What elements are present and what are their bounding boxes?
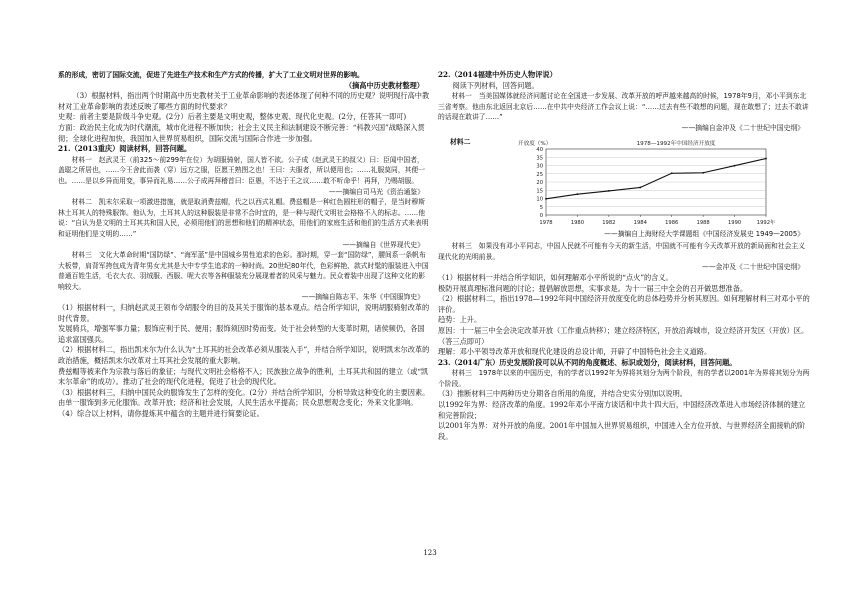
text-line: 材料三 1978年以来的中国历史，有的学者以1992年为界将其划分为两个阶段，有的学者以2001年为界将其划分为两个阶段。 [438, 369, 810, 388]
text-line: （3）根据材料三，归纳中国民众的服饰发生了怎样的变化。(2分）并结合所学知识，分析导致这种变化的主要因素。 [58, 387, 430, 397]
text-line: 材料三 文化大革命时期“国防绿”、“海军蓝”是中国城乡男性追求的色彩。那时期，穿一套“国防绿”，腰间系一条帆布大板带，肩背军挎包成为青年男女尤其是大中专学生追求的一种时尚。20世纪80年代，色彩鲜艳、款式时髦的服装进入中国普通百姓生活，毛衣大衣、羽绒服、西服、呢大衣等各种服装充分展现着者的风采与魅力。民众着装中出现了这种文化的影响较大。 [58, 251, 429, 291]
openness-line-chart [516, 137, 776, 229]
y-tick-label: 30 [536, 163, 543, 170]
text-line: 极防开展真理标准问题的讨论；提倡解放思想，实事求是。为十一届三中全会的召开做思想准备。 [438, 283, 748, 293]
text-line: 费兹帽等被来作为宗教与落后的象征；与现代文明社会格格不入；民族独立战争的胜利，土耳其共和国的建立（或“凯末尔革命”的成功）。推动了社会的现代化进程，促进了社会的现代化。 [58, 366, 429, 387]
x-tick-label: 1988 [696, 219, 710, 226]
text-line: 方面：政治民主化成为时代潮流，城市化进程不断加快；社会主义民主和法制建设不断完善：“科教兴国”战略深入贯彻；全球化进程加快，我国加入世界贸易组织，国际交流与国际合作进一步加强。 [58, 122, 425, 143]
y-tick-label: 25 [536, 171, 543, 178]
text-line: （2）根据材料二，指出1978—1992年间中国经济开放度变化的总体趋势并分析其原因。如何理解材料三对邓小平的评价。 [438, 294, 810, 314]
y-tick-label: 40 [536, 146, 543, 153]
y-tick-label: 20 [536, 179, 543, 186]
data-point [734, 164, 736, 166]
questions-22-23 [438, 241, 810, 442]
y-tick-label: 15 [536, 187, 543, 194]
text-line: （4）综合以上材料，请你提炼其中蕴含的主题并进行简要论证。 [58, 409, 264, 418]
text-line: 23.（2014广东）历史发展阶段可以从不同的角度概述、标识或划分，阅读材料，回答问题。 [438, 357, 737, 367]
text-line: 理解：邓小平领导改革开放和现代化建设的总设计师，开辟了中国特色社会主义道路。 [438, 347, 712, 357]
data-point [608, 190, 610, 192]
text-line: ——金冲及《二十世纪中国史纲》 [702, 263, 804, 272]
text-line: 以2001年为界：对外开放的角度。2001年中国加入世界贸易组织，中国进入全方位开放、与世界经济全面接轨的阶段。 [438, 421, 806, 441]
data-point [639, 186, 641, 188]
text-line: 阅读下列材料，回答问题。 [452, 80, 539, 90]
data-point [671, 172, 673, 174]
material-two-block [438, 137, 810, 240]
x-tick-label: 1978 [539, 219, 553, 226]
data-point [702, 171, 704, 173]
series-line [546, 158, 766, 198]
text-line: ——摘编自陈志平、朱华《中国服饰史》 [301, 293, 424, 302]
text-line: 材料三 如果没有邓小平同志，中国人民就不可能有今天的新生活，中国就不可能有今天改革开放的新局面和社会主义现代化的光明前景。 [438, 242, 806, 261]
x-tick-label: 1982 [602, 219, 616, 226]
question-22-material [438, 70, 810, 134]
y-tick-label: 5 [539, 204, 543, 211]
text-line: 原因：十一届三中全会决定改革开放（工作重点转移）；建立经济特区，开放沿海城市，设立经济开发区（开放）区。（答三点即可） [438, 325, 809, 346]
chart-source: ——摘编自上海财经大学课题组《中国经济发展史 1949—2005》 [604, 229, 804, 238]
x-tick-label: 1990 [727, 219, 742, 226]
text-line: 材料二 凯末尔采取一项激进措施，就是取消费兹帽，代之以西式礼帽。费兹帽是一种红色圆柱形的帽子，是当时穆斯林土耳其人的特殊服饰。他认为，土耳其人的这种服装是非常不合时宜的，是一种与现代文明社会格格不入的标志。……他说：“自认为是文明的土耳其共和国人民，必须用他们的思想和他们的精神状态，用他们的家庭生活和他们的生活方式来表明和证明他们是文明的……” [58, 198, 429, 238]
text-line: （3）根据材料，指出两个时期高中历史教材关于工业革命影响的表述体现了何种不同的历史观？说明现行高中教材对工业革命影响的表述反映了哪些方面的时代要求？ [58, 91, 430, 111]
text-line: （3）推断材料三中两种历史分期各自所用的角度，并结合史实分别加以说明。 [438, 389, 687, 399]
text-line: ——摘编自司马光《资治通鉴》 [328, 187, 424, 196]
text-line: 史观：前者主要是阶级斗争史观。(2分）后者主要是文明史观，整体史观、现代化史观。(2分，任答其一即可) [58, 112, 407, 122]
text-line: 发展骑兵，增强军事力量；服饰应利于民、便用；服饰须因时势而变。处于社会转型的大变革时期，诸侯频仍，各国追求富国强兵。 [58, 324, 425, 344]
x-tick-label: 1980 [570, 219, 585, 226]
x-tick-label: 1992年 [756, 219, 776, 226]
text-line: 22.（2014福建中外历史人物评说） [438, 70, 557, 79]
x-tick-label: 1986 [665, 219, 679, 226]
text-line: ——摘编自《世界现代史》 [342, 240, 424, 249]
text-line: ——摘编自金冲及《二十世纪中国史纲》 [681, 123, 804, 132]
material-two-label: 材料二 [450, 137, 471, 146]
text-line: 趋势：上升。 [438, 315, 482, 325]
page-number: 123 [423, 549, 437, 557]
text-line: 系的形成，密切了国际交流，促进了先进生产技术和生产方式的传播，扩大了工业文明对世界的影响。 [58, 71, 364, 79]
text-line: 21.（2013重庆）阅读材料，回答问题。 [58, 144, 192, 154]
data-point [765, 157, 767, 159]
text-line: 材料一 赵武灵王（前325～前299年在位）为胡服骑射，国人皆不欲。公子成（赵武灵王的叔父）曰：臣闻中国者，盖聪之所居也，……今王舍此而袭（穿）远方之服，臣愿王熟图之也！王曰：夫服者，所以便用也；……礼服莫同，其便一也。……是以乡异而用变，事异而礼易……公子成再拜稽首曰：臣愚，不达于王之议……敢不听命乎！再拜，乃赐胡服。 [58, 155, 426, 185]
y-tick-label: 35 [536, 154, 543, 161]
text-line: （1）根据材料一并结合所学知识，如何理解邓小平所说的“点火”的含义。 [438, 272, 673, 282]
data-point [577, 193, 579, 195]
text-line: 材料一 当美国媒体就经济问题讨论在全国进一步发展、改革开放的呼声越来越高的时候，1978年9月，邓小平到东北三省考察。他由东北返回北京后……在中共中央经济工作会议上说：“……过去有些不敢想的问题，现在敢想了；过去不敢讲的话现在敢讲了……” [438, 92, 809, 122]
text-line: （2）根据材料二，指出凯末尔为什么认为“土耳其的社会改革必须从服装入手”，并结合所学知识，说明凯末尔改革的政治措施，概括凯末尔改革对土耳其社会发展的重大影响。 [58, 345, 430, 366]
y-tick-label: 0 [539, 212, 543, 219]
chart-title: 1978—1992年中国经济开放度 [636, 140, 716, 147]
y-axis-label: 开放度（%） [518, 140, 552, 147]
text-line: （摘高中历史教材整理） [344, 80, 424, 90]
x-tick-label: 1984 [633, 219, 647, 226]
text-line: 由单一服饰到多元化服饰。改革开放；经济和社会发展，人民生活水平提高；民众思想观念变化；外来文化影响。 [58, 398, 418, 408]
y-tick-label: 10 [536, 196, 543, 203]
left-column [58, 70, 430, 420]
text-line: （1）根据材料一，归纳赵武灵王领布令胡服令的目的及其关于服饰的基本观点。结合所学知识，说明胡服骑射改革的时代背景。 [58, 303, 430, 323]
data-point [545, 197, 547, 199]
right-column [438, 70, 810, 442]
text-line: 以1992年为界：经济改革的角度。1992年邓小平南方谈话和中共十四大后，中国经济改革进入市场经济体制的建立和完善阶段； [438, 400, 806, 420]
